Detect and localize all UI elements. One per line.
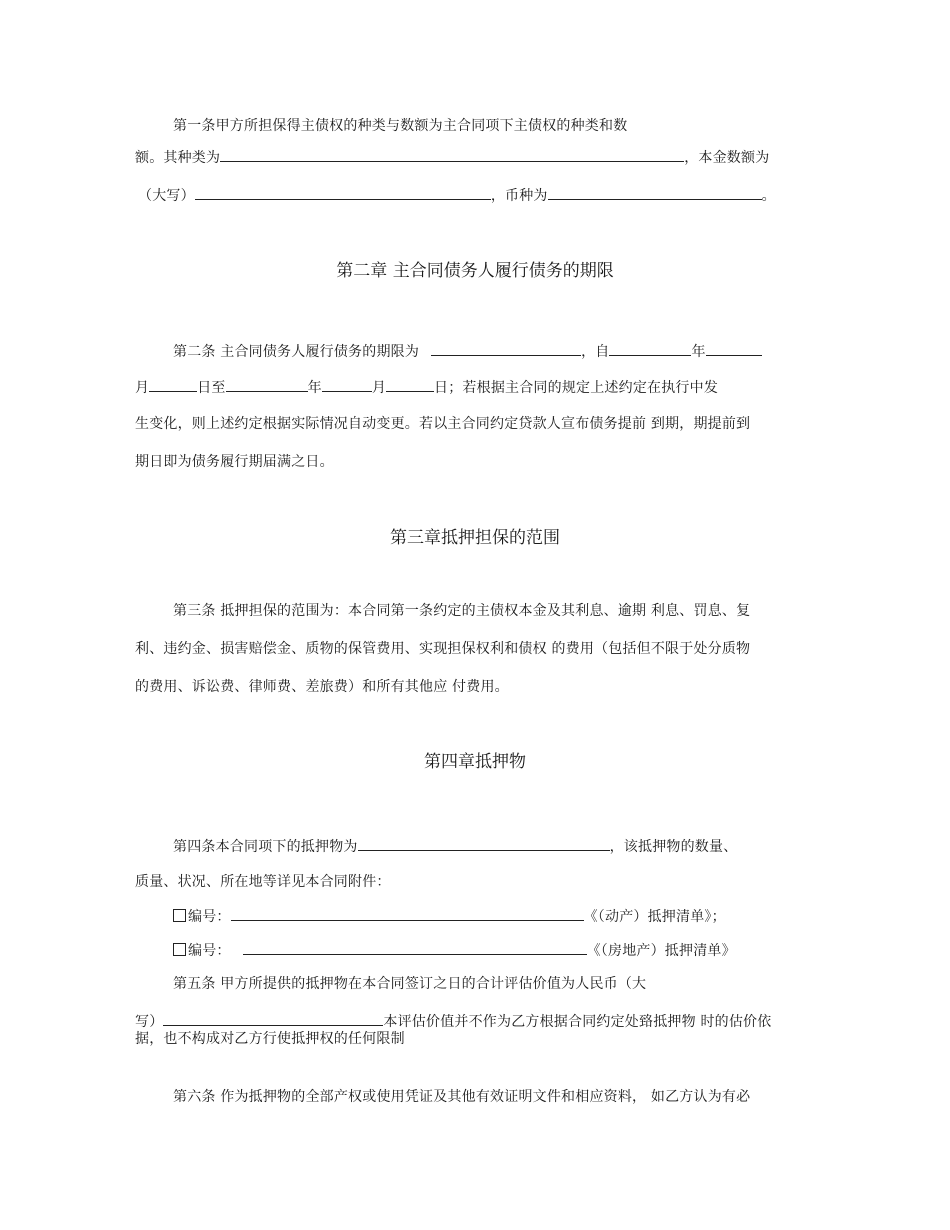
realestate-checkbox[interactable]: [173, 943, 186, 956]
month-label: 月: [135, 380, 150, 396]
period-mark: 。: [761, 188, 776, 204]
end-year-blank[interactable]: [226, 377, 308, 392]
collateral-suffix: ，该抵押物的数量、: [609, 839, 738, 855]
end-month-blank[interactable]: [322, 377, 372, 392]
year-label: 年: [691, 344, 706, 360]
chapter3-title: 第三章抵押担保的范围: [390, 528, 560, 548]
article5-line3: 据，也不构成对乙方行使抵押权的任何限制: [135, 1031, 405, 1047]
valuation-blank[interactable]: [163, 1011, 383, 1026]
start-month-blank[interactable]: [706, 341, 762, 356]
type-blank[interactable]: [220, 147, 684, 162]
capital-label-2: 写）: [135, 1014, 164, 1030]
start-year-blank[interactable]: [609, 341, 691, 356]
article6-line1: 第六条 作为抵押物的全部产权或使用凭证及其他有效证明文件和相应资料， 如乙方认为有必: [173, 1089, 751, 1105]
article4-line1: [173, 836, 737, 857]
article2-line1: [173, 341, 762, 362]
article2-line3: 生变化，则上述约定根据实际情况自动变更。若以主合同约定贷款人宣布债务提前 到期，期提前到: [135, 416, 751, 432]
article1-amount-label: ，本金数额为: [684, 150, 770, 166]
collateral-label: 第四条本合同项下的抵押物为: [173, 839, 358, 855]
currency-blank[interactable]: [548, 185, 762, 200]
movable-number-blank[interactable]: [231, 906, 584, 921]
article5-line1: 第五条 甲方所提供的抵押物在本合同签订之日的合计评估价值为人民币（大: [173, 976, 647, 992]
day-label-continued: 日；若根据主合同的规定上述约定在执行中发: [434, 380, 719, 396]
article1-line1: 第一条甲方所担保得主债权的种类与数额为主合同项下主债权的种类和数: [173, 118, 628, 134]
chapter4-title: 第四章抵押物: [424, 752, 526, 772]
amount-capital-blank[interactable]: [195, 185, 491, 200]
chapter2-title: 第二章 主合同债务人履行债务的期限: [336, 261, 614, 281]
article2-line2: [135, 377, 718, 398]
month-label-2: 月: [371, 380, 387, 396]
currency-label: ，币种为: [490, 188, 548, 204]
from-label: ，自: [581, 344, 610, 360]
article1-line2: [135, 147, 769, 168]
movable-list-label: 《（动产）抵押清单》；: [583, 909, 726, 925]
valuation-text: 本评估价值并不作为乙方根据合同约定处臵抵押物 时的估价依: [383, 1014, 772, 1030]
realestate-number-label: 编号：: [188, 943, 231, 959]
article3-line1: 第三条 抵押担保的范围为：本合同第一条约定的主债权本金及其利息、逾期 利息、罚息、复: [173, 603, 751, 619]
article2-label: 第二条 主合同债务人履行债务的期限为: [173, 344, 420, 360]
article2-line4: 期日即为债务履行期届满之日。: [135, 454, 334, 470]
article3-line2: 利、违约金、损害赔偿金、质物的保管费用、实现担保权利和债权 的费用（包括但不限于处分质物: [135, 641, 751, 657]
capital-label: （大写）: [138, 188, 195, 204]
start-day-blank[interactable]: [149, 377, 197, 392]
movable-number-label: 编号：: [188, 909, 231, 925]
movable-option: [173, 906, 726, 927]
end-day-blank[interactable]: [386, 377, 434, 392]
realestate-list-label: 《（房地产）抵押清单》: [586, 943, 736, 959]
to-label: 日至: [197, 380, 226, 396]
year-label-2: 年: [307, 380, 322, 396]
article1-line3: [138, 185, 776, 206]
collateral-blank[interactable]: [358, 836, 610, 851]
article3-line3: 的费用、诉讼费、律师费、差旅费）和所有其他应 付费用。: [135, 679, 509, 695]
article1-type-label: 额。其种类为: [135, 150, 221, 166]
realestate-number-blank[interactable]: [243, 940, 587, 955]
article4-line2: 质量、状况、所在地等详见本合同附件：: [135, 874, 391, 890]
realestate-option: [173, 940, 736, 961]
movable-checkbox[interactable]: [173, 909, 186, 922]
term-blank[interactable]: [431, 341, 581, 356]
